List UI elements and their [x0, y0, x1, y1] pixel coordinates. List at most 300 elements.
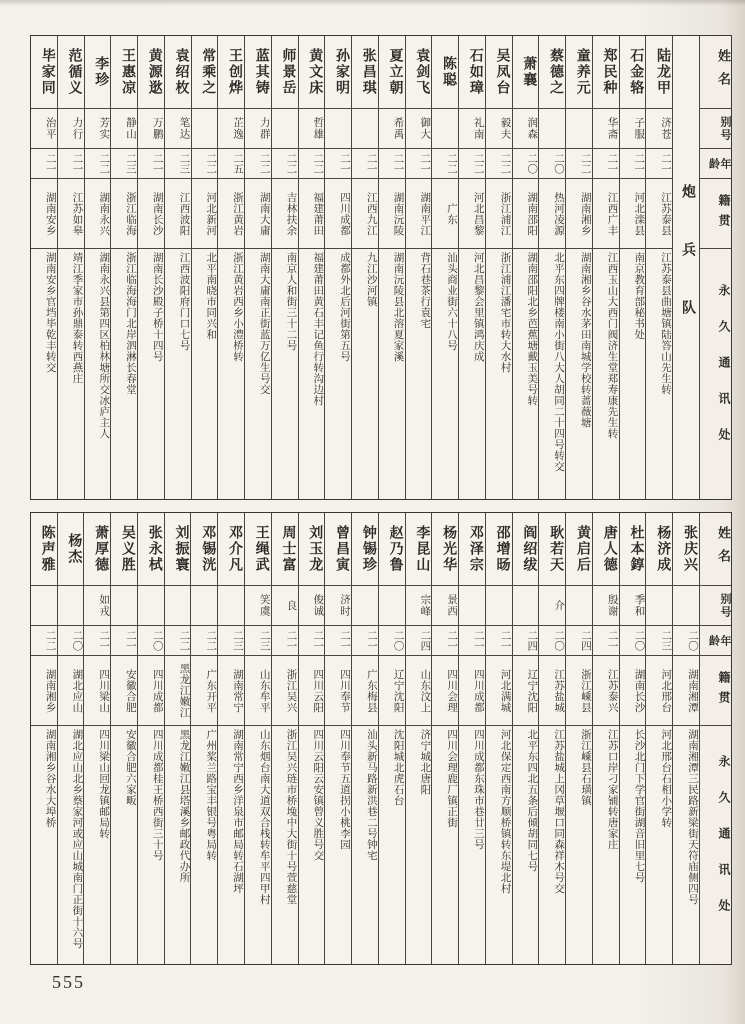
directory-entry — [539, 513, 566, 964]
directory-entry — [31, 513, 58, 964]
table-header-column — [700, 513, 731, 964]
entry-address: 河北昌黎会里镇鸿庆成 — [472, 252, 485, 362]
entry-address: 南京人和街三十二号 — [285, 252, 298, 351]
entry-name: 袁绍枚 — [165, 36, 191, 109]
directory-entry — [513, 36, 540, 499]
entry-name: 张永栻 — [138, 513, 164, 586]
header-age: 年龄 — [700, 149, 731, 179]
entry-name: 唐人德 — [593, 513, 619, 586]
entry-alias: 济苍 — [646, 109, 672, 149]
entry-name: 黄启后 — [566, 513, 592, 586]
directory-entry — [432, 513, 459, 964]
entry-native: 河北新河 — [192, 179, 218, 249]
entry-age: 二二 — [192, 149, 218, 179]
entry-alias — [58, 586, 84, 626]
entry-alias — [432, 109, 458, 149]
entry-age: 二一 — [352, 149, 378, 179]
entry-age: 二二 — [272, 149, 298, 179]
table-header-column — [700, 36, 731, 499]
entry-address: 湖南大庸南正街蓝万亿生号交 — [258, 252, 271, 395]
entry-alias: 宗峰 — [406, 586, 432, 626]
entry-alias — [352, 109, 378, 149]
directory-entry — [379, 36, 406, 499]
entry-address: 九江沙河镇 — [365, 252, 378, 307]
entry-name: 陆龙甲 — [646, 36, 672, 109]
entry-name: 黄源逖 — [138, 36, 164, 109]
entry-alias: 笑虞 — [245, 586, 271, 626]
entry-address: 四川云阳云安镇曾义胜号交 — [312, 729, 325, 861]
entry-age: 二二 — [85, 149, 111, 179]
entry-alias: 希禹 — [379, 109, 405, 149]
entry-alias: 济时 — [325, 586, 351, 626]
entry-address: 靖江季家市孙鼎泰转西燕庄 — [71, 252, 84, 384]
entry-address: 湖北应山北乡蔡家河或应山城南门正街十六号 — [71, 729, 84, 949]
entry-name: 张昌琪 — [352, 36, 378, 109]
directory-entry — [646, 513, 673, 964]
entry-name: 刘玉龙 — [299, 513, 325, 586]
directory-entry — [620, 513, 647, 964]
entry-alias: 力行 — [58, 109, 84, 149]
entry-address: 长沙北门下学官街湖音旧里七号 — [633, 729, 646, 883]
directory-entry — [218, 36, 245, 499]
entry-native: 湖南永兴 — [85, 179, 111, 249]
directory-entry — [192, 36, 219, 499]
directory-entry — [58, 513, 85, 964]
entry-native: 湖南湘乡 — [31, 656, 57, 726]
entry-native: 吉林扶余 — [272, 179, 298, 249]
entry-address: 济宁城北唐阳 — [419, 729, 432, 795]
directory-entry — [85, 36, 112, 499]
entry-age: 二一 — [593, 626, 619, 656]
header-age: 年龄 — [700, 626, 731, 656]
entry-alias: 芷逸 — [218, 109, 244, 149]
entry-native: 广东 — [432, 179, 458, 249]
entry-alias: 毅夫 — [486, 109, 512, 149]
entry-address: 成都外北后河街第五号 — [339, 252, 351, 362]
entry-alias: 华斋 — [593, 109, 619, 149]
entry-native: 四川云阳 — [299, 656, 325, 726]
entry-alias — [325, 109, 351, 149]
entry-name: 张庆兴 — [673, 513, 699, 586]
entry-address: 江苏盐城上冈草堰口同森祥木号交 — [553, 729, 566, 894]
entry-alias — [459, 586, 485, 626]
entry-name: 邓泽宗 — [459, 513, 485, 586]
entry-name: 石金辂 — [620, 36, 646, 109]
entry-age: 二一 — [593, 149, 619, 179]
entry-age: 二二 — [432, 149, 458, 179]
entry-native: 安徽合肥 — [111, 656, 137, 726]
entry-age: 二一 — [352, 626, 378, 656]
entry-name: 杨济成 — [646, 513, 672, 586]
entry-name: 周士富 — [272, 513, 298, 586]
entry-alias — [513, 586, 539, 626]
entry-age: 二二 — [486, 149, 512, 179]
directory-entry — [566, 36, 593, 499]
directory-entry — [432, 36, 459, 499]
directory-entry — [218, 513, 245, 964]
entry-address: 四川梁山回龙镇邮局转 — [98, 729, 111, 839]
section-label-artillery: 炮兵队 — [681, 183, 697, 358]
entry-native: 湖南湘潭 — [673, 656, 699, 726]
entry-age: 二二 — [31, 626, 57, 656]
entry-address: 湖南湘乡谷水大埠桥 — [44, 729, 57, 828]
entry-age: 二一 — [486, 626, 512, 656]
entry-address: 湖南沅陵县北溶夏家溪 — [392, 252, 405, 362]
entry-name: 杨光华 — [432, 513, 458, 586]
entry-address: 四川成都桂王桥西街三十号 — [151, 729, 164, 861]
entry-age: 二二 — [165, 626, 191, 656]
entry-name: 蓝其铸 — [245, 36, 271, 109]
entry-native: 湖南邵阳 — [513, 179, 539, 249]
entry-age: 二三 — [165, 149, 191, 179]
entry-native: 广东开平 — [191, 656, 217, 726]
entry-native: 山东牟平 — [245, 656, 271, 726]
header-name: 姓名 — [700, 513, 731, 586]
entry-native: 河北昌黎 — [459, 179, 485, 249]
entry-age: 二一 — [646, 149, 672, 179]
entry-address: 河北邢台石相小学转 — [660, 729, 673, 828]
header-address: 永久通讯处 — [717, 284, 731, 464]
entry-age: 二三 — [646, 626, 672, 656]
entry-address: 湖南永兴县第四区柏林塘所交冰庐主人 — [98, 252, 111, 439]
header-native: 籍贯 — [700, 179, 731, 249]
entry-age: 二一 — [432, 626, 458, 656]
entry-native: 黑龙江嫩江 — [165, 656, 191, 726]
header-name: 姓名 — [700, 36, 731, 109]
entry-address: 汕头商业街六十八号 — [446, 252, 458, 351]
entry-native: 浙江黄岩 — [218, 179, 244, 249]
entry-age: 二三 — [218, 626, 244, 656]
entry-alias: 润森 — [513, 109, 539, 149]
entry-native: 湖南大庸 — [245, 179, 271, 249]
directory-entry — [459, 36, 486, 499]
entry-address: 汕头新马路新洪巷二号钟宅 — [365, 729, 378, 861]
entry-age: 二〇 — [513, 149, 539, 179]
entry-age: 二一 — [459, 626, 485, 656]
directory-table-top — [30, 35, 732, 500]
directory-entry — [593, 36, 620, 499]
directory-entry — [84, 513, 111, 964]
entry-name: 石如璋 — [459, 36, 485, 109]
entry-alias — [192, 109, 218, 149]
header-alias: 别号 — [700, 109, 731, 149]
entry-name: 夏立朝 — [379, 36, 405, 109]
entry-address: 湖南安乡官垱毕乾丰转交 — [44, 252, 57, 373]
directory-entry — [299, 513, 326, 964]
entry-age: 二一 — [58, 149, 84, 179]
directory-entry — [272, 36, 299, 499]
directory-entry — [31, 36, 58, 499]
entry-name: 耿若天 — [539, 513, 565, 586]
entry-age: 二〇 — [138, 626, 164, 656]
entry-address: 湖南常宁西乡洋泉市邮局转石湖坪 — [231, 729, 244, 894]
entry-native: 江西广丰 — [593, 179, 619, 249]
directory-entry — [566, 513, 593, 964]
directory-entry — [165, 513, 192, 964]
entry-native: 湖南安乡 — [31, 179, 57, 249]
entry-address: 北平东四牌楼南小街八大人胡同二十四号转交 — [553, 252, 565, 472]
directory-entry — [406, 36, 433, 499]
directory-entry — [191, 513, 218, 964]
entry-alias — [31, 586, 57, 626]
entry-age: 二一 — [138, 149, 164, 179]
entry-address: 黑龙江嫩江县塔溪乡邮政代办所 — [178, 729, 191, 883]
entry-alias — [379, 586, 405, 626]
directory-entry — [646, 36, 673, 499]
entry-age: 二二 — [459, 149, 485, 179]
entry-alias: 景西 — [432, 586, 458, 626]
entry-native: 四川成都 — [138, 656, 164, 726]
section-label-column — [673, 36, 700, 499]
entry-address: 广州桨兰路宝丰银号粤局转 — [205, 729, 218, 861]
entry-address: 四川会理鹿厂镇正街 — [446, 729, 459, 828]
entry-age: 二五 — [218, 149, 244, 179]
directory-entry — [58, 36, 85, 499]
directory-entry — [299, 36, 326, 499]
entry-age: 二二 — [191, 626, 217, 656]
entry-name: 王创烨 — [218, 36, 244, 109]
entry-native: 江苏盐城 — [539, 656, 565, 726]
entry-name: 曾昌寅 — [325, 513, 351, 586]
entry-native: 江西波阳 — [165, 179, 191, 249]
entry-native: 江苏如皋 — [58, 179, 84, 249]
entry-alias — [566, 586, 592, 626]
entry-address: 山东烟台南大道双合栈转牟平四甲村 — [258, 729, 271, 905]
entry-age: 二四 — [513, 626, 539, 656]
entry-age: 二一 — [31, 149, 57, 179]
entry-alias — [191, 586, 217, 626]
entry-native: 辽宁沈阳 — [513, 656, 539, 726]
entry-alias — [165, 586, 191, 626]
entry-name: 邵增旸 — [486, 513, 512, 586]
entry-name: 阎绍绂 — [513, 513, 539, 586]
entry-alias: 治平 — [31, 109, 57, 149]
entry-address: 河北保定西南方顺桥镇转东堤北村 — [499, 729, 512, 894]
directory-entry — [325, 36, 352, 499]
entry-native: 湖南长沙 — [620, 656, 646, 726]
entry-age: 二二 — [299, 149, 325, 179]
entry-native: 四川成都 — [325, 179, 351, 249]
entry-native: 山东汶上 — [406, 656, 432, 726]
entry-address: 四川奉节五道拐小桃李园 — [339, 729, 352, 850]
entry-name: 吴义胜 — [111, 513, 137, 586]
entry-name: 李珍 — [85, 36, 111, 109]
entry-address: 南京教育部秘书处 — [633, 252, 646, 340]
entry-address: 湖南湘潭三民路新梁街天符庙侧四号 — [687, 729, 699, 905]
entry-age: 二三 — [245, 626, 271, 656]
entry-native: 浙江嵊县 — [566, 656, 592, 726]
entry-alias: 万鹏 — [138, 109, 164, 149]
entry-name: 萧厚德 — [84, 513, 110, 586]
entry-address: 安徽合肥六家畈 — [124, 729, 137, 806]
entry-age: 二一 — [620, 149, 646, 179]
entry-age: 二二 — [245, 149, 271, 179]
entry-age: 二一 — [84, 626, 110, 656]
directory-entry — [486, 513, 513, 964]
entry-native: 湖南常宁 — [218, 656, 244, 726]
directory-entry — [352, 36, 379, 499]
entry-address: 浙江黄岩西乡小澧桥转 — [232, 252, 244, 362]
directory-entry — [673, 513, 700, 964]
entry-alias: 御大 — [406, 109, 432, 149]
entry-native: 河北滦县 — [620, 179, 646, 249]
entry-address: 背石巷茶行袁宅 — [419, 252, 432, 329]
entry-address: 北平东四北五条后倾胡同七号 — [526, 729, 539, 872]
entry-native: 辽宁沈阳 — [379, 656, 405, 726]
entry-native: 江西九江 — [352, 179, 378, 249]
directory-entry — [138, 36, 165, 499]
entry-native: 江苏泰兴 — [593, 656, 619, 726]
entry-native: 湖南沅陵 — [379, 179, 405, 249]
directory-entry — [165, 36, 192, 499]
entry-alias — [138, 586, 164, 626]
entry-name: 邓介凡 — [218, 513, 244, 586]
entry-name: 王绳武 — [245, 513, 271, 586]
directory-entry — [620, 36, 647, 499]
header-native: 籍贯 — [700, 656, 731, 726]
directory-entry — [245, 36, 272, 499]
directory-table-bottom — [30, 512, 732, 965]
entry-address: 江苏泰县曲塘镇陆答山先生转 — [660, 252, 672, 395]
entry-native: 河北邢台 — [646, 656, 672, 726]
entry-name: 黄文床 — [299, 36, 325, 109]
entry-name: 吴凤台 — [486, 36, 512, 109]
page-number: 555 — [52, 972, 85, 992]
directory-entry — [539, 36, 566, 499]
entry-age: 二四 — [566, 626, 592, 656]
entry-name: 王惠凉 — [111, 36, 137, 109]
entry-alias: 力群 — [245, 109, 271, 149]
entry-native: 湖南湘乡 — [566, 179, 592, 249]
directory-entry — [111, 513, 138, 964]
entry-native: 四川会理 — [432, 656, 458, 726]
entry-age: 二〇 — [379, 626, 405, 656]
entry-name: 李昆山 — [406, 513, 432, 586]
entry-alias — [646, 586, 672, 626]
header-address: 永久通讯处 — [717, 755, 731, 935]
entry-name: 杜本錞 — [620, 513, 646, 586]
entry-name: 师景岳 — [272, 36, 298, 109]
entry-alias — [218, 586, 244, 626]
entry-alias — [111, 586, 137, 626]
directory-entry — [406, 513, 433, 964]
entry-alias: 芳实 — [85, 109, 111, 149]
entry-name: 郑民种 — [593, 36, 619, 109]
entry-age: 二〇 — [539, 626, 565, 656]
directory-entry — [459, 513, 486, 964]
entry-age: 二三 — [111, 149, 137, 179]
directory-entry — [138, 513, 165, 964]
entry-alias — [539, 109, 565, 149]
entry-alias — [566, 109, 592, 149]
entry-address: 湖南长沙殿子桥十四号 — [151, 252, 164, 362]
entry-alias — [486, 586, 512, 626]
entry-age: 二〇 — [539, 149, 565, 179]
entry-native: 四川奉节 — [325, 656, 351, 726]
entry-name: 童养元 — [566, 36, 592, 109]
entry-address: 福建莆田黄石丰记鱼行转沟边村 — [312, 252, 325, 406]
directory-entry — [325, 513, 352, 964]
entry-alias — [272, 109, 298, 149]
entry-alias: 良 — [272, 586, 298, 626]
entry-native: 浙江临海 — [111, 179, 137, 249]
entry-age: 二〇 — [620, 626, 646, 656]
header-alias: 别号 — [700, 586, 731, 626]
directory-entry — [352, 513, 379, 964]
directory-entry — [513, 513, 540, 964]
entry-native: 湖北应山 — [58, 656, 84, 726]
entry-alias — [352, 586, 378, 626]
entry-alias: 季和 — [620, 586, 646, 626]
entry-address: 湖南湘乡谷水茅田南城学校转蔷薇塘 — [579, 252, 592, 428]
entry-address: 浙江临海海门北岸泗淋长春堂 — [125, 252, 137, 395]
entry-name: 萧襄 — [513, 36, 539, 109]
entry-age: 二〇 — [673, 626, 699, 656]
scan-shadow-edge — [0, 0, 745, 6]
entry-native: 湖南长沙 — [138, 179, 164, 249]
entry-address: 沈阳城北虎石台 — [392, 729, 405, 806]
entry-age: 二一 — [111, 626, 137, 656]
entry-address: 浙江浦江潘宅市转大水村 — [499, 252, 512, 373]
entry-native: 河北满城 — [486, 656, 512, 726]
entry-age: 二一 — [299, 626, 325, 656]
entry-name: 杨杰 — [58, 513, 84, 586]
entry-age: 二一 — [325, 626, 351, 656]
entry-age: 二二 — [566, 149, 592, 179]
entry-name: 孙家明 — [325, 36, 351, 109]
entry-native: 浙江浦江 — [486, 179, 512, 249]
entry-name: 赵乃鲁 — [379, 513, 405, 586]
entry-name: 毕家同 — [31, 36, 57, 109]
entry-alias: 殷谢 — [593, 586, 619, 626]
entry-alias: 子服 — [620, 109, 646, 149]
entry-age: 二一 — [272, 626, 298, 656]
entry-age: 二一 — [406, 149, 432, 179]
entry-alias: 笔达 — [165, 109, 191, 149]
entry-address: 湖南邵阳北乡芭蕉塘戴玉美号转 — [526, 252, 539, 406]
entry-native: 浙江吴兴 — [272, 656, 298, 726]
entry-alias: 俊诚 — [299, 586, 325, 626]
entry-age: 二〇 — [58, 626, 84, 656]
entry-name: 陈声雅 — [31, 513, 57, 586]
entry-name: 袁剑飞 — [406, 36, 432, 109]
entry-name: 邓锡洸 — [191, 513, 217, 586]
directory-entry — [486, 36, 513, 499]
entry-name: 常乘之 — [192, 36, 218, 109]
entry-native: 四川成都 — [459, 656, 485, 726]
directory-entry — [593, 513, 620, 964]
entry-name: 蔡德之 — [539, 36, 565, 109]
entry-native: 热河凌源 — [539, 179, 565, 249]
entry-name: 陈聪 — [432, 36, 458, 109]
entry-native: 福建莆田 — [299, 179, 325, 249]
entry-address: 江苏口岸刁家铺转唐家庄 — [606, 729, 619, 850]
entry-alias: 如戎 — [84, 586, 110, 626]
entry-name: 范循义 — [58, 36, 84, 109]
entry-native: 广东梅县 — [352, 656, 378, 726]
entry-alias: 介 — [539, 586, 565, 626]
directory-entry — [245, 513, 272, 964]
entry-alias: 哲雄 — [299, 109, 325, 149]
entry-name: 刘振寰 — [165, 513, 191, 586]
entry-address: 江西玉山大西门阀济生堂郑寿康先生转 — [606, 252, 619, 439]
entry-age: 二一 — [379, 149, 405, 179]
entry-alias: 静山 — [111, 109, 137, 149]
entry-age: 二一 — [325, 149, 351, 179]
entry-native: 四川梁山 — [84, 656, 110, 726]
entry-alias: 礼南 — [459, 109, 485, 149]
entry-address: 江西波阳府门口七号 — [178, 252, 191, 351]
